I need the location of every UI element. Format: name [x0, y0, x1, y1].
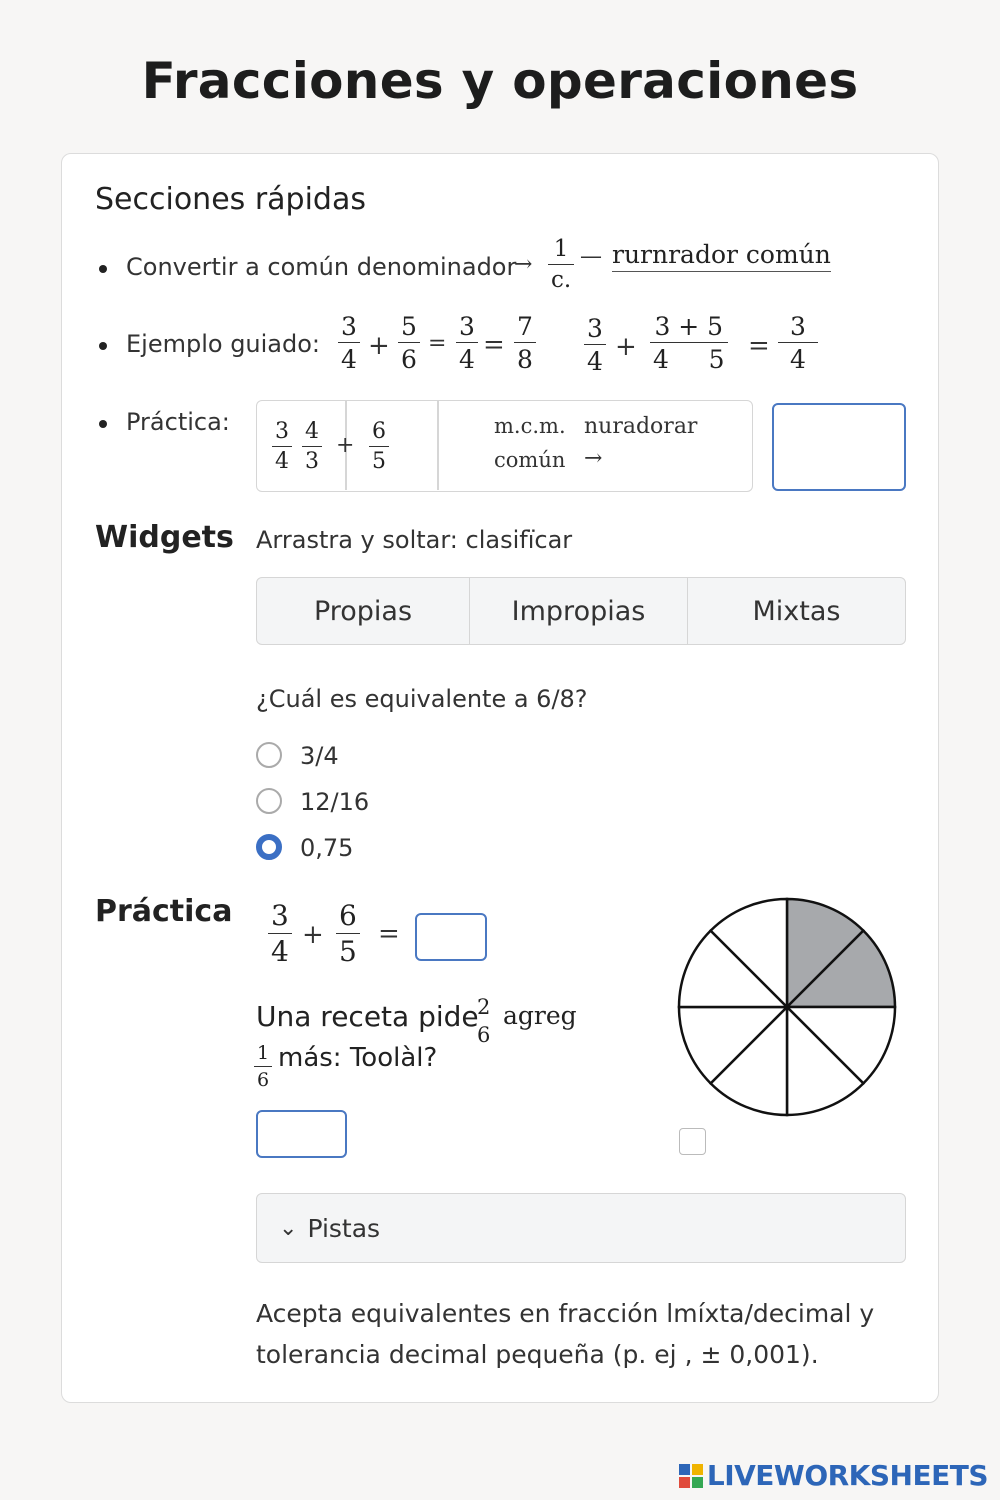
- bullet-dot: [99, 420, 107, 428]
- equals-sign: =: [428, 331, 447, 356]
- recipe-answer-input[interactable]: [256, 1110, 347, 1158]
- tab-mixtas[interactable]: Mixtas: [752, 595, 841, 627]
- fraction: 3 4: [778, 314, 818, 372]
- hints-label: Pistas: [307, 1213, 381, 1243]
- arrow-right-icon: →: [514, 252, 533, 277]
- plus-sign: +: [615, 332, 637, 362]
- brand-logo-icon: [679, 1464, 703, 1488]
- recipe-text-add: agreg: [503, 1001, 577, 1030]
- fraction: 3 4: [584, 316, 606, 374]
- fraction: 3 4: [272, 421, 292, 473]
- fraction: 3 4: [456, 314, 478, 372]
- tab-propias[interactable]: Propias: [257, 578, 470, 644]
- fraction: 4 3: [302, 421, 322, 473]
- option-label: 0,75: [300, 834, 354, 862]
- option-label: 12/16: [300, 788, 370, 816]
- fraction: 1 c.: [548, 238, 574, 292]
- numerator-label: rurnrador común: [612, 240, 831, 272]
- radio-option-3[interactable]: [256, 834, 282, 860]
- recipe-text: Una receta pide: [256, 1000, 479, 1033]
- widgets-heading: Widgets: [95, 520, 234, 555]
- bullet-dot: [99, 265, 107, 273]
- fraction: 6 5: [336, 902, 360, 966]
- practice-label: Práctica:: [126, 408, 230, 436]
- sum-answer-input[interactable]: [415, 913, 487, 961]
- equals-sign: =: [748, 331, 770, 361]
- recipe-question: más: Toolàl?: [278, 1043, 438, 1073]
- pie-checkbox[interactable]: [679, 1128, 706, 1155]
- tolerance-note-1: Acepta equivalentes en fracción lmíxta/decimal y: [256, 1299, 875, 1328]
- common-denominator-text: Convertir a común denominador: [126, 253, 517, 281]
- arrow-right-icon: →: [584, 446, 603, 471]
- fraction: 6 5: [369, 421, 389, 473]
- pie-chart: [674, 894, 900, 1120]
- fraction: 3 4: [268, 902, 292, 966]
- plus-sign: +: [368, 331, 390, 361]
- radio-option-1[interactable]: [256, 742, 282, 768]
- practice-expression-box: [256, 400, 753, 492]
- fraction: 3 + 5 4 5: [650, 314, 728, 372]
- fraction: 7 8: [514, 314, 536, 372]
- plus-sign: +: [336, 433, 355, 458]
- plus-sign: +: [302, 920, 324, 950]
- common-label: común: [494, 448, 566, 472]
- lcm-label: m.c.m.: [494, 414, 566, 438]
- option-label: 3/4: [300, 742, 339, 770]
- equals-sign: =: [483, 330, 505, 360]
- brand-logo: LIVEWORKSHEETS: [679, 1459, 988, 1492]
- divider: [437, 401, 439, 490]
- classify-tabs: [256, 577, 906, 645]
- drag-drop-label: Arrastra y soltar: clasifïcar: [256, 526, 573, 554]
- fraction: 1 6: [254, 1044, 272, 1090]
- equals-sign: =: [378, 919, 400, 949]
- fraction: 3 4: [338, 314, 360, 372]
- bullet-dot: [99, 342, 107, 350]
- practice-answer-input[interactable]: [772, 403, 906, 491]
- practice-heading: Práctica: [95, 894, 233, 929]
- dash: —: [580, 244, 602, 269]
- guided-example-label: Ejemplo guiado:: [126, 330, 321, 358]
- main-card: [61, 153, 939, 1403]
- hints-toggle[interactable]: [256, 1193, 906, 1263]
- chevron-down-icon: ⌄: [279, 1215, 298, 1241]
- radio-option-2[interactable]: [256, 788, 282, 814]
- numerator-label: nuradorar: [584, 414, 698, 439]
- equivalence-question: ¿Cuál es equivalente a 6/8?: [256, 685, 588, 713]
- quick-sections-heading: Secciones rápidas: [95, 182, 366, 217]
- fraction: 5 6: [398, 314, 420, 372]
- tab-impropias[interactable]: Impropias: [470, 578, 688, 644]
- fraction: 2 6: [477, 995, 491, 1047]
- page-title: Fracciones y operaciones: [141, 52, 859, 110]
- tolerance-note-2: tolerancia decimal pequeña (p. ej , ± 0,001).: [256, 1340, 819, 1369]
